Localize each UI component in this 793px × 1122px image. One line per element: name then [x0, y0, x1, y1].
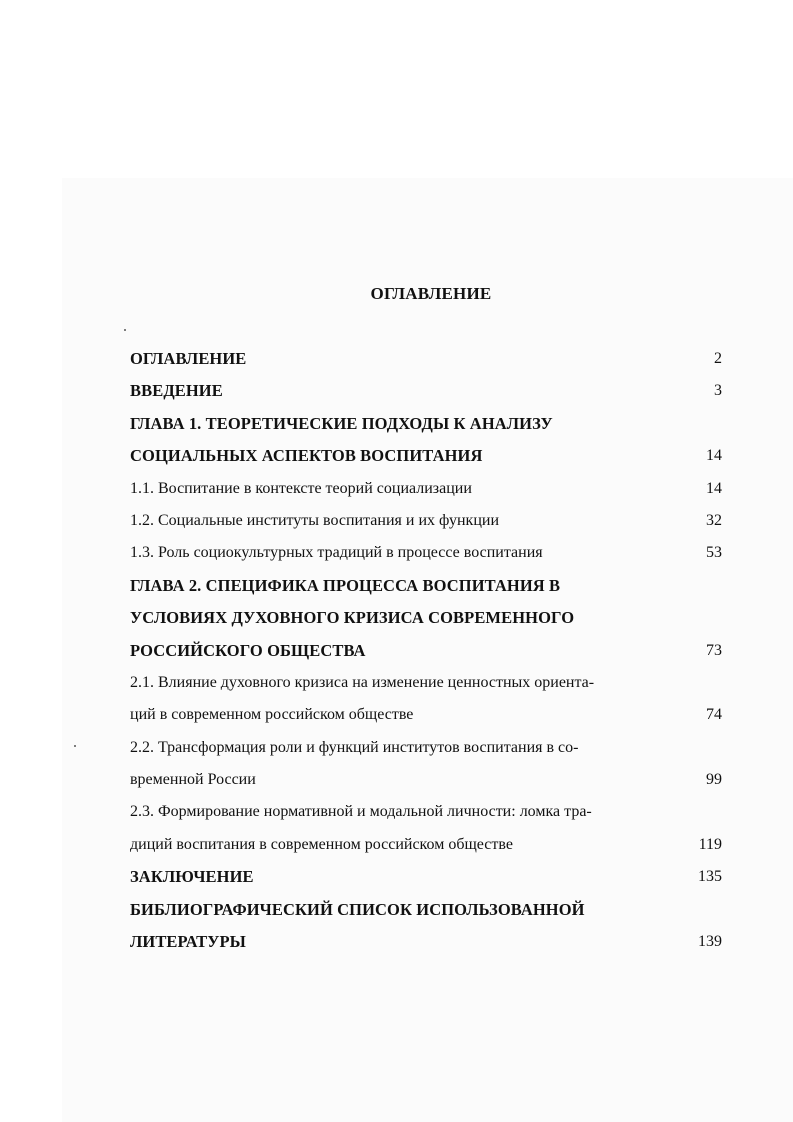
toc-entry	[130, 473, 726, 505]
toc-entry-text: 1.1. Воспитание в контексте теорий социализации	[130, 479, 472, 497]
toc-entry-text: УСЛОВИЯХ ДУХОВНОГО КРИЗИСА СОВРЕМЕННОГО	[130, 608, 575, 628]
toc-entry	[130, 667, 726, 699]
toc-entry-text: ЗАКЛЮЧЕНИЕ	[130, 867, 254, 887]
toc-entry	[130, 505, 726, 537]
toc-entry-text: ций в современном российском обществе	[130, 706, 414, 724]
toc-entry-text: ОГЛАВЛЕНИЕ	[130, 349, 247, 368]
toc-entry-page: 135	[698, 868, 722, 886]
toc-entry-text: 2.2. Трансформация роли и функций институтов воспитания в со-	[130, 738, 579, 756]
toc-entry	[130, 829, 726, 861]
toc-entry-text: РОССИЙСКОГО ОБЩЕСТВА	[130, 640, 366, 660]
toc-entry-page: 119	[698, 835, 722, 853]
toc-entry	[130, 408, 726, 440]
toc-entry	[130, 537, 726, 569]
toc-entry-text: СОЦИАЛЬНЫХ АСПЕКТОВ ВОСПИТАНИЯ	[130, 446, 483, 466]
toc-entry-page: 32	[706, 511, 722, 529]
toc-entry	[130, 375, 726, 407]
toc-entry-page: 99	[706, 771, 722, 789]
toc-entry-page: 74	[706, 706, 722, 724]
toc-entry	[130, 732, 726, 764]
toc-entry-text: 2.1. Влияние духовного кризиса на изменение ценностных ориента-	[130, 673, 595, 691]
toc-entry-text: БИБЛИОГРАФИЧЕСКИЙ СПИСОК ИСПОЛЬЗОВАННОЙ	[130, 899, 585, 919]
toc-entry-text: диций воспитания в современном российском обществе	[130, 835, 513, 853]
toc-entry	[130, 699, 726, 731]
toc-entry	[130, 570, 726, 602]
toc-entry	[130, 343, 726, 375]
toc-entry-text: временной России	[130, 771, 256, 789]
toc-entry-page: 139	[698, 933, 722, 951]
toc-entry-page: 14	[706, 447, 722, 465]
toc-entry	[130, 926, 726, 958]
toc-entry-page: 2	[714, 350, 722, 367]
toc-entry	[130, 894, 726, 926]
toc-entry-page: 14	[706, 479, 722, 497]
toc-entry	[130, 635, 726, 667]
toc-entry-page: 73	[706, 641, 722, 659]
toc-entry-text: ГЛАВА 1. ТЕОРЕТИЧЕСКИЕ ПОДХОДЫ К АНАЛИЗУ	[130, 413, 553, 433]
toc-entry-text: ЛИТЕРАТУРЫ	[130, 932, 246, 952]
toc-entry	[130, 796, 726, 828]
toc-entry	[130, 602, 726, 634]
toc-entry-text: ГЛАВА 2. СПЕЦИФИКА ПРОЦЕССА ВОСПИТАНИЯ В	[130, 575, 561, 595]
scan-speck	[74, 745, 76, 747]
toc-entry-text: 1.3. Роль социокультурных традиций в процессе воспитания	[130, 544, 543, 562]
toc-entry-text: 2.3. Формирование нормативной и модальной личности: ломка тра-	[130, 803, 592, 821]
toc-title: ОГЛАВЛЕНИЕ	[370, 284, 492, 303]
toc-entry	[130, 764, 726, 796]
toc-entry-text: 1.2. Социальные институты воспитания и их функции	[130, 511, 499, 529]
toc-entry-page: 53	[706, 544, 722, 562]
toc-entry	[130, 440, 726, 472]
toc-entry-page: 3	[714, 382, 722, 400]
toc-entry-text: ВВЕДЕНИЕ	[130, 381, 223, 401]
toc-list	[130, 343, 726, 958]
toc-entry	[130, 861, 726, 893]
scan-speck	[124, 329, 126, 331]
